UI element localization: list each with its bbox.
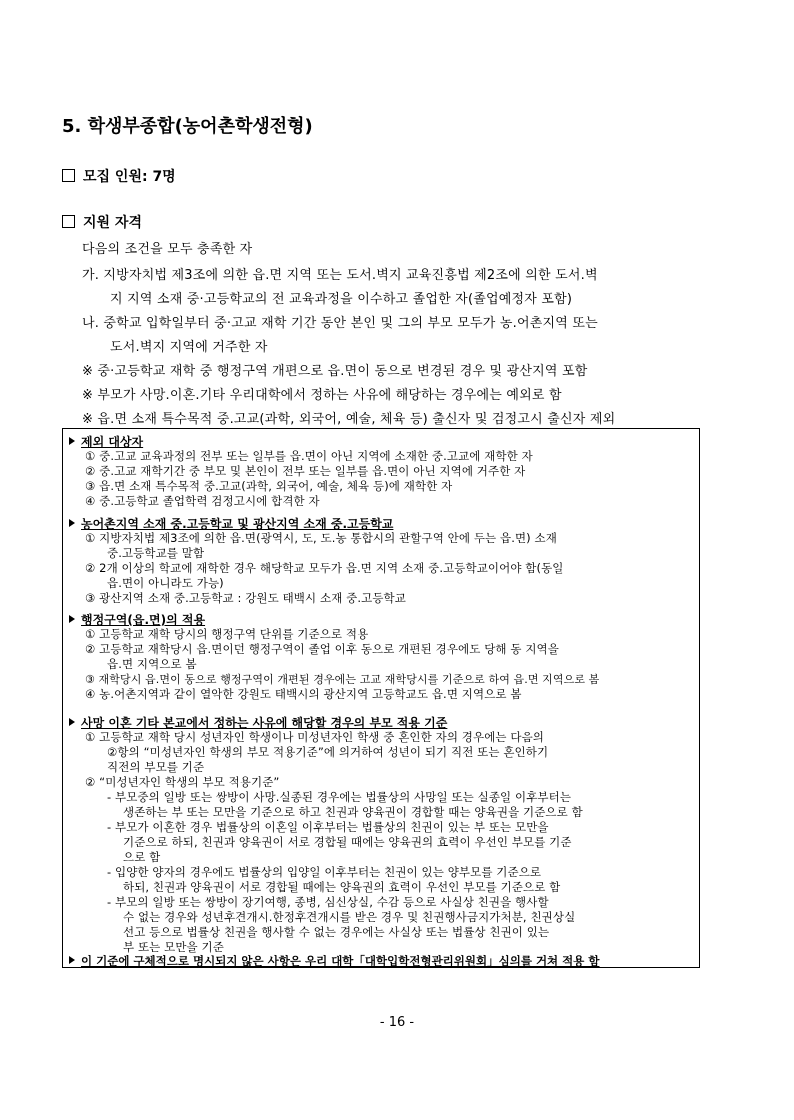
qualification-heading [62,212,142,232]
checkbox-square-icon [62,215,75,228]
qualification-note: ※ 중·고등학교 재학 중 행정구역 개편으로 읍.면이 동으로 변경된 경우 및 광산지역 포함 [82,364,588,379]
qualification-label: 지원 자격 [83,215,142,231]
box-line: ④ 농.어촌지역과 같이 열악한 강원도 태백시의 광산지역 고등학교도 읍.면 지역으로 봄 [85,687,522,701]
box-line: ① 고등학교 재학 당시의 행정구역 단위를 기준으로 적용 [85,627,369,641]
triangle-bullet-icon [69,519,75,527]
box-line: 직전의 부모를 기준 [107,760,205,774]
box-line: ③ 재학당시 읍.면이 동으로 행정구역이 개편된 경우에는 고교 재학당시를 기준으로 하여 읍.면 지역으로 봄 [85,673,600,686]
box-line: 생존하는 부 또는 모만을 기준으로 하고 친권과 양육권이 경합할 때는 양육권을 기준으로 함 [123,805,583,819]
box-line: 선고 등으로 법률상 친권을 행사할 수 없는 경우에는 사실상 또는 법률상 친권이 있는 [123,925,550,939]
box-line: 수 없는 경우와 성년후견개시.한정후견개시를 받은 경우 및 친권행사금지가처분, 친권상실 [123,910,576,924]
qualification-item: 나. 중학교 입학일부터 중·고교 재학 기간 동안 본인 및 그의 부모 모두가 농.어촌지역 또는 [82,316,598,331]
triangle-bullet-icon [69,437,75,445]
box-line: ③ 읍.면 소재 특수목적 중.고교(과학, 외국어, 예술, 체육 등)에 재학한 자 [85,479,453,493]
triangle-bullet-icon [69,956,75,964]
recruit-label: 모집 인원: 7명 [83,169,176,185]
box-line: ① 중.고교 교육과정의 전부 또는 일부를 읍.면이 아닌 지역에 소재한 중.고교에 재학한 자 [85,449,533,463]
box-line: ② 2개 이상의 학교에 재학한 경우 해당학교 모두가 읍.면 지역 소재 중.고등학교이어야 함(동일 [85,561,564,575]
checkbox-square-icon [62,169,75,182]
box-line: 부 또는 모만을 기준 [123,940,224,954]
box-line: - 부모중의 일방 또는 쌍방이 사망.실종된 경우에는 법률상의 사망일 또는 실종일 이후부터는 [107,790,572,804]
box-section-title: 농어촌지역 소재 중.고등학교 및 광산지역 소재 중.고등학교 [69,515,393,532]
box-line: ②항의 “미성년자인 학생의 부모 적용기준”에 의거하여 성년이 되기 직전 또는 혼인하기 [107,745,549,759]
box-line: - 부모의 일방 또는 쌍방이 장기여행, 종병, 심신상실, 수감 등으로 사실상 친권을 행사할 [107,895,549,909]
box-section-title: 제외 대상자 [69,433,143,450]
section-title: 5. 학생부종합(농어촌학생전형) [62,116,313,137]
box-line: ② 고등학교 재학당시 읍.면이던 행정구역이 졸업 이후 동으로 개편된 경우에도 당해 동 지역을 [85,642,559,656]
qualification-note: ※ 읍.면 소재 특수목적 중.고교(과학, 외국어, 예술, 체육 등) 출신자 및 검정고시 출신자 제외 [82,412,616,427]
qualification-item: 도서.벽지 지역에 거주한 자 [110,340,268,355]
qualification-item: 지 지역 소재 중·고등학교의 전 교육과정을 이수하고 졸업한 자(졸업예정자 포함) [110,292,573,307]
recruit-heading [62,166,176,186]
box-section-title: 행정구역(읍.면)의 적용 [69,611,205,628]
triangle-bullet-icon [69,718,75,726]
box-line: ② 중.고교 재학기간 중 부모 및 본인이 전부 또는 일부를 읍.면이 아닌 지역에 거주한 자 [85,464,526,478]
triangle-bullet-icon [69,615,75,623]
box-line: ① 지방자치법 제3조에 의한 읍.면(광역시, 도, 도.농 통합시의 관할구역 안에 두는 읍.면) 소재 [85,531,557,545]
box-line: ① 고등학교 재학 당시 성년자인 학생이나 미성년자인 학생 중 혼인한 자의 경우에는 다음의 [85,730,544,744]
box-line: 중.고등학교를 말함 [107,546,205,560]
qualification-item: 가. 지방자치법 제3조에 의한 읍.면 지역 또는 도서.벽지 교육진흥법 제2조에 의한 도서.벽 [82,268,598,283]
box-line: - 부모가 이혼한 경우 법률상의 이혼일 이후부터는 법률상의 친권이 있는 부 또는 모만을 [107,820,549,834]
box-line: 읍.면 지역으로 봄 [107,657,197,671]
box-line: ③ 광산지역 소재 중.고등학교 : 강원도 태백시 소재 중.고등학교 [85,591,406,605]
box-line: 기준으로 하되, 친권과 양육권이 서로 경합될 때에는 양육권의 효력이 우선인 부모를 기준 [123,835,572,849]
detail-box [62,428,700,968]
box-section-title: 이 기준에 구체적으로 명시되지 않은 사항은 우리 대학「대학입학전형관리위원회」심의를 거쳐 적용 함 [69,953,600,969]
box-line: ② “미성년자인 학생의 부모 적용기준” [85,775,280,789]
box-line: ④ 중.고등학교 졸업학력 검정고시에 합격한 자 [85,494,320,508]
box-section-title: 사망 이혼 기타 본교에서 정하는 사유에 해당할 경우의 부모 적용 기준 [69,714,447,731]
box-line: 읍.면이 아니라도 가능) [107,576,224,590]
qualification-note: ※ 부모가 사망.이혼.기타 우리대학에서 정하는 사유에 해당하는 경우에는 예외로 함 [82,388,562,403]
qualification-intro: 다음의 조건을 모두 충족한 자 [82,242,253,257]
box-line: - 입양한 양자의 경우에도 법률상의 입양일 이후부터는 친권이 있는 양부모를 기준으로 [107,865,542,879]
box-line: 으로 함 [123,850,161,864]
box-line: 하되, 친권과 양육권이 서로 경합될 때에는 양육권의 효력이 우선인 부모를 기준으로 함 [123,880,561,894]
page-number: - 16 - [379,1015,415,1030]
